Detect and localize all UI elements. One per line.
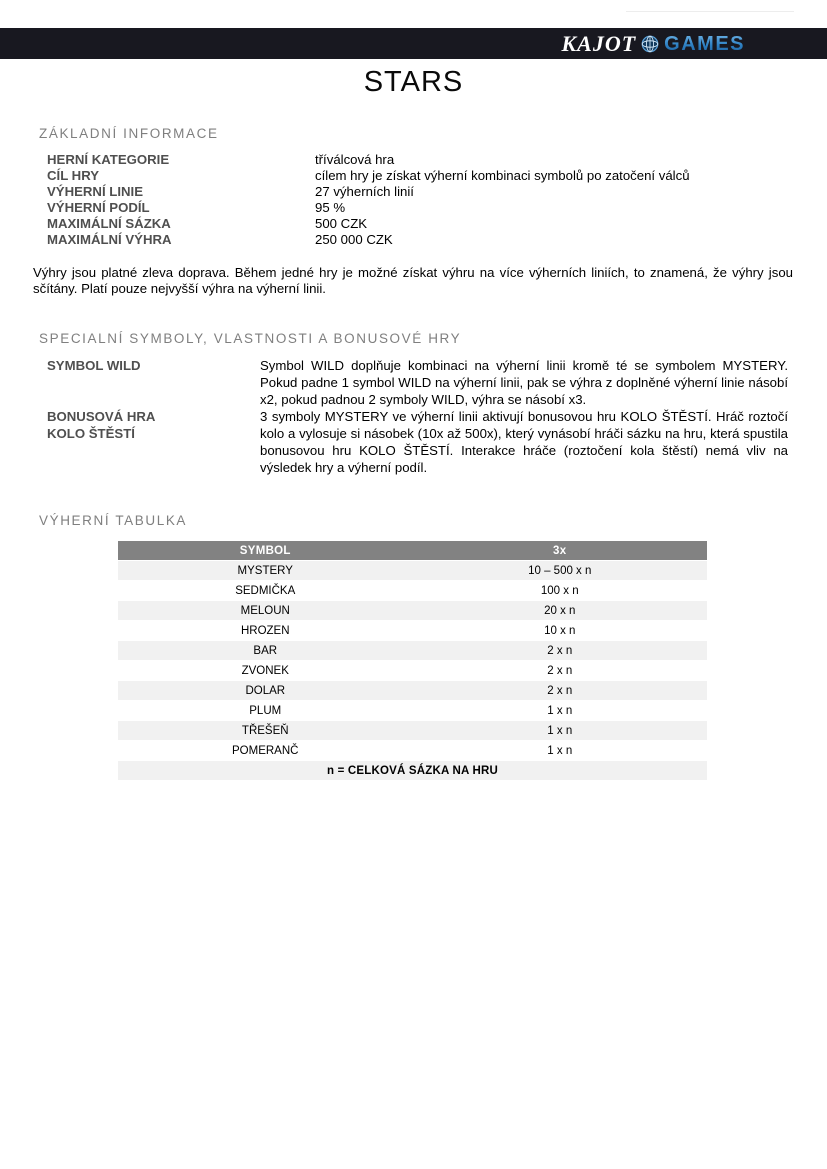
info-value: 500 CZK bbox=[315, 216, 368, 231]
paytable-win-cell: 1 x n bbox=[413, 721, 708, 740]
paytable-header-row bbox=[118, 541, 707, 560]
paytable-heading: VÝHERNÍ TABULKA bbox=[39, 513, 188, 528]
paytable-win-cell: 2 x n bbox=[413, 661, 708, 680]
paytable-footer-row bbox=[118, 761, 707, 780]
paytable-win-cell: 10 x n bbox=[413, 621, 708, 640]
info-row bbox=[47, 200, 807, 216]
info-label: VÝHERNÍ PODÍL bbox=[47, 200, 150, 215]
games-wordmark: GAMES bbox=[664, 32, 745, 55]
paytable-symbol-cell: MELOUN bbox=[118, 601, 413, 620]
intro-paragraph: Výhry jsou platné zleva doprava. Během jedné hry je možné získat výhru na více výherních liniích, to znamená, že výhry jsou sčítány. Platí pouze nejvyšší výhra na výherní linii. bbox=[33, 265, 793, 296]
special-entry-label bbox=[47, 408, 260, 442]
info-value: cílem hry je získat výherní kombinaci symbolů po zatočení válců bbox=[315, 168, 690, 183]
paytable-symbol-cell: DOLAR bbox=[118, 681, 413, 700]
paytable-win-cell: 20 x n bbox=[413, 601, 708, 620]
paytable-win-cell: 2 x n bbox=[413, 681, 708, 700]
paytable bbox=[118, 540, 707, 781]
paytable-symbol-cell: PLUM bbox=[118, 701, 413, 720]
basic-info-list bbox=[47, 152, 807, 248]
paytable-row bbox=[118, 621, 707, 640]
paytable-win-cell: 10 – 500 x n bbox=[413, 561, 708, 580]
info-value: 95 % bbox=[315, 200, 346, 215]
special-entry-text: Symbol WILD doplňuje kombinaci na výherní linii kromě té se symbolem MYSTERY. Pokud padne 1 symbol WILD na výherní linii, pak se výhra z doplněné výherní linie násobí x2, pokud padnou 2 symboly WILD, výhra se násobí x3. bbox=[260, 358, 788, 407]
paytable-symbol-cell: TŘEŠEŇ bbox=[118, 721, 413, 740]
special-entry bbox=[47, 408, 788, 476]
paytable-symbol-cell: BAR bbox=[118, 641, 413, 660]
globe-icon bbox=[641, 35, 659, 53]
info-row bbox=[47, 232, 807, 248]
paytable-row bbox=[118, 721, 707, 740]
scan-artifact-line bbox=[626, 11, 794, 23]
paytable-row bbox=[118, 701, 707, 720]
kajot-games-logo bbox=[561, 30, 745, 56]
paytable-symbol-cell: ZVONEK bbox=[118, 661, 413, 680]
paytable-row bbox=[118, 681, 707, 700]
special-entry-label-line: SYMBOL WILD bbox=[47, 358, 141, 373]
paytable-row bbox=[118, 741, 707, 760]
paytable-win-cell: 2 x n bbox=[413, 641, 708, 660]
info-row bbox=[47, 168, 807, 184]
paytable-symbol-cell: HROZEN bbox=[118, 621, 413, 640]
paytable-win-cell: 1 x n bbox=[413, 741, 708, 760]
paytable-column-header: 3x bbox=[413, 541, 708, 560]
kajot-wordmark: KAJOT bbox=[561, 30, 637, 56]
paytable-symbol-cell: MYSTERY bbox=[118, 561, 413, 580]
page-title: STARS bbox=[363, 66, 464, 98]
info-label: MAXIMÁLNÍ SÁZKA bbox=[47, 216, 171, 231]
info-label: VÝHERNÍ LINIE bbox=[47, 184, 143, 199]
info-row bbox=[47, 216, 807, 232]
paytable-row bbox=[118, 641, 707, 660]
info-row bbox=[47, 152, 807, 168]
special-entry bbox=[47, 357, 788, 408]
paytable-win-cell: 1 x n bbox=[413, 701, 708, 720]
paytable-row bbox=[118, 661, 707, 680]
special-entry-text: 3 symboly MYSTERY ve výherní linii aktivují bonusovou hru KOLO ŠTĚSTÍ. Hráč roztočí kolo a vylosuje si násobek (10x až 500x), který vynásobí hráči sázku na hru, která spustila bonusovou hru KOLO ŠTĚSTÍ. Interakce hráče (roztočení kola štěstí) nemá vliv na výsledek hry a výherní podíl. bbox=[260, 409, 788, 475]
info-label: CÍL HRY bbox=[47, 168, 100, 183]
special-entry-label-line: KOLO ŠTĚSTÍ bbox=[47, 426, 135, 441]
paytable-symbol-cell: SEDMIČKA bbox=[118, 581, 413, 600]
basic-info-heading: ZÁKLADNÍ INFORMACE bbox=[39, 126, 219, 141]
info-value: tříválcová hra bbox=[315, 152, 395, 167]
paytable-footer-note: n = CELKOVÁ SÁZKA NA HRU bbox=[118, 761, 707, 780]
info-row bbox=[47, 184, 807, 200]
special-entry-label-line: BONUSOVÁ HRA bbox=[47, 409, 156, 424]
paytable-win-cell: 100 x n bbox=[413, 581, 708, 600]
brand-bar bbox=[0, 28, 827, 59]
paytable-symbol-cell: POMERANČ bbox=[118, 741, 413, 760]
info-label: HERNÍ KATEGORIE bbox=[47, 152, 170, 167]
paytable-row bbox=[118, 581, 707, 600]
paytable-row bbox=[118, 561, 707, 580]
paytable-row bbox=[118, 601, 707, 620]
paytable-column-header: SYMBOL bbox=[118, 541, 413, 560]
info-label: MAXIMÁLNÍ VÝHRA bbox=[47, 232, 172, 247]
info-value: 27 výherních linií bbox=[315, 184, 414, 199]
special-entries bbox=[47, 357, 788, 476]
info-value: 250 000 CZK bbox=[315, 232, 393, 247]
special-entry-label bbox=[47, 357, 260, 374]
special-section-heading: SPECIALNÍ SYMBOLY, VLASTNOSTI A BONUSOVÉ HRY bbox=[39, 331, 462, 346]
